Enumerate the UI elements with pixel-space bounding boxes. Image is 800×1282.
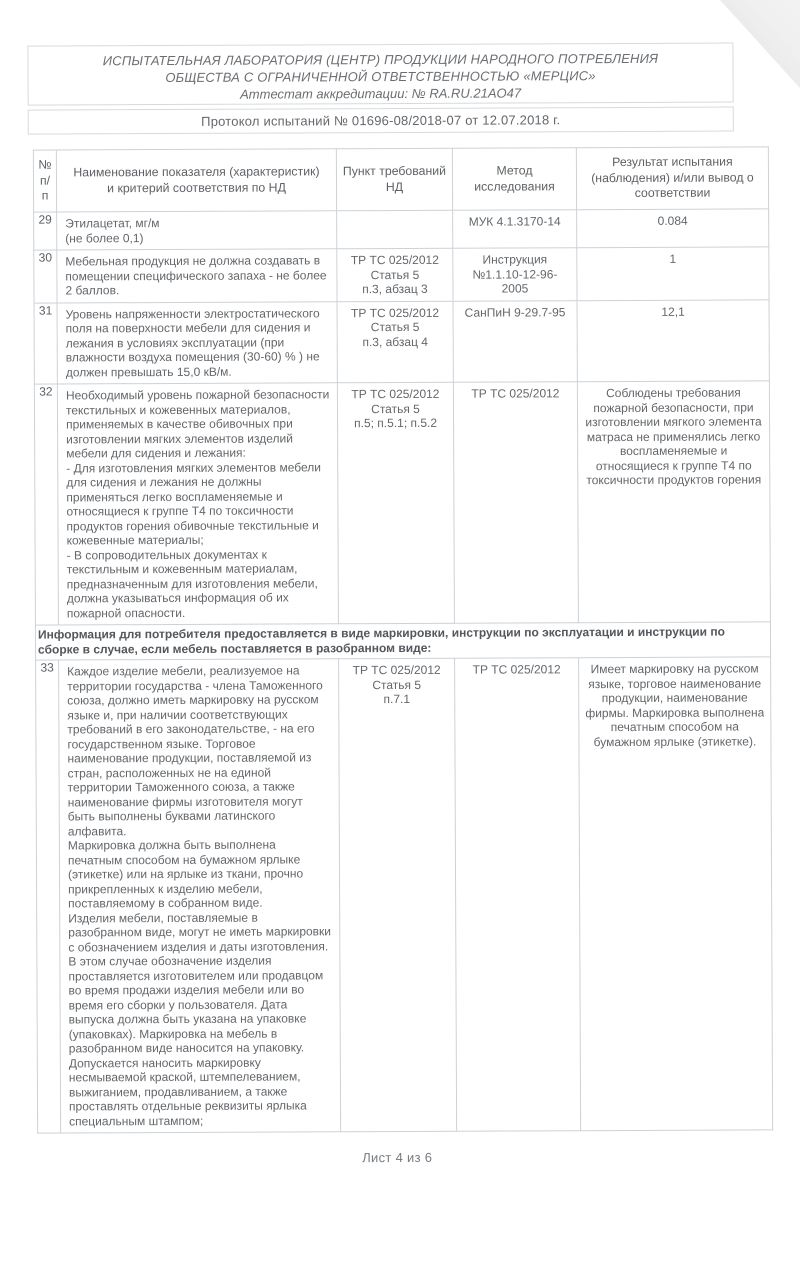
page-number-label: Лист 4 из 6 xyxy=(362,1149,433,1166)
protocol-number-line: Протокол испытаний № 01696-08/2018-07 от 12.07.2018 г. xyxy=(201,112,561,129)
requirement-clause xyxy=(337,210,453,249)
consumer-info-text: Информация для потребителя предоставляется в виде маркировки, инструкции по эксплуатации и инструкции по сборке в случае, если мебель поставляется в разобранном виде: xyxy=(35,622,770,660)
indicator-name: Необходимый уровень пожарной безопасности текстильных и кожевенных материалов, применяемых в качестве обивочных при изготовлении мягких элементов изделий мебели для сидения и лежания: - Для изготовления мягких элементов мебели для сидения и лежания не должны применяться легко воспламеняемые и относящиеся к группе Т4 по токсичности продуктов горения обивочные текстильные и кожевенные материалы; - В сопроводительных документах к текстильным и кожевенным материалам, предназначенным для изготовления мебели, должна указываться информация об их пожарной опасности. xyxy=(57,383,338,625)
row-number: 30 xyxy=(34,250,57,303)
lab-header-box xyxy=(27,43,733,106)
test-method: СанПиН 9-29.7-95 xyxy=(453,300,577,382)
requirements-table xyxy=(33,146,773,1133)
table-row xyxy=(34,381,770,625)
requirement-clause: ТР ТС 025/2012 Статья 5 п.3, абзац 3 xyxy=(337,248,453,301)
test-result: 12,1 xyxy=(577,299,769,381)
col-header-method: Метод исследования xyxy=(452,148,576,211)
indicator-name: Мебельная продукция не должна создавать в помещении специфического запаха - не более 2 баллов. xyxy=(57,249,337,303)
table-row xyxy=(34,209,769,250)
requirement-clause: ТР ТС 025/2012 Статья 5 п.5; п.5.1; п.5.2 xyxy=(337,382,454,624)
accreditation-line: Аттестат аккредитации: № RA.RU.21AO47 xyxy=(240,85,522,102)
test-result: Соблюдены требования пожарной безопасности, при изготовлении мягкого элемента матраса не применялись легко воспламеняемые и относящиеся к группе Т4 по токсичности продуктов горения xyxy=(577,381,770,623)
table-row xyxy=(36,657,773,1133)
test-method: ТР ТС 025/2012 xyxy=(455,658,581,1132)
indicator-name: Этилацетат, мг/м (не более 0,1) xyxy=(57,211,337,250)
test-result: Имеет маркировку на русском языке, торговое наименование продукции, наименование фирмы. Маркировка выполнена печатным способом на бумажном ярлыке (этикетке). xyxy=(579,657,773,1131)
col-header-clause: Пункт требований НД xyxy=(336,148,452,211)
requirement-clause: ТР ТС 025/2012 Статья 5 п.7.1 xyxy=(339,658,457,1132)
table-row xyxy=(34,299,769,384)
col-header-name: Наименование показателя (характеристик) и критерий соответствия по НД xyxy=(56,149,336,212)
col-header-result: Результат испытания (наблюдения) и/или вывод о соответствии xyxy=(576,147,768,210)
table-header-row xyxy=(33,147,768,212)
indicator-name: Уровень напряженности электростатического поля на поверхности мебели для сидения и лежания в условиях эксплуатации (при влажности воздуха помещения (30-60) % ) не должен превышать 15,0 кВ/м. xyxy=(57,301,337,384)
row-number: 31 xyxy=(34,302,57,384)
lab-name-line1: ИСПЫТАТЕЛЬНАЯ ЛАБОРАТОРИЯ (ЦЕНТР) ПРОДУКЦИИ НАРОДНОГО ПОТРЕБЛЕНИЯ xyxy=(102,50,659,69)
test-result: 0.084 xyxy=(577,209,769,248)
table-row xyxy=(34,247,769,303)
test-method: Инструкция №1.1.10-12-96- 2005 xyxy=(453,248,577,301)
test-result: 1 xyxy=(577,247,769,300)
consumer-info-row xyxy=(35,622,770,660)
row-number: 29 xyxy=(34,212,57,250)
test-method: МУК 4.1.3170-14 xyxy=(453,210,577,249)
col-header-num: № п/п xyxy=(33,150,56,212)
protocol-header-box xyxy=(28,107,734,135)
test-method: ТР ТС 025/2012 xyxy=(453,382,578,624)
row-number: 33 xyxy=(36,660,61,1133)
requirement-clause: ТР ТС 025/2012 Статья 5 п.3, абзац 4 xyxy=(337,301,453,383)
lab-name-line2: ОБЩЕСТВА С ОГРАНИЧЕННОЙ ОТВЕТСТВЕННОСТЬЮ «МЕРЦИС» xyxy=(165,67,596,85)
indicator-name: Каждое изделие мебели, реализуемое на территории государства - члена Таможенного союза, должно иметь маркировку на русском языке и, при наличии соответствующих требований в его законодательстве, - на его государственном языке. Торговое наименование продукции, поставляемой из стран, расположенных не на единой территории Таможенного союза, а также наименование фирмы изготовителя могут быть выполнены буквами латинского алфавита. Маркировка должна быть выполнена печатным способом на бумажном ярлыке (этикетке) или на ярлыке из ткани, прочно прикрепленных к изделию мебели, поставляемому в собранном виде. Изделия мебели, поставляемые в разобранном виде, могут не иметь маркировки с обозначением изделия и даты изготовления. В этом случае обозначение изделия проставляется изготовителем или продавцом во время продажи изделия мебели или во время его сборки у пользователя. Дата выпуска должна быть указана на упаковке (упаковках). Маркировка на мебель в разобранном виде наносится на упаковку. Допускается наносить маркировку несмываемой краской, штемпелеванием, выжиганием, продавливанием, а также проставлять отдельные реквизиты ярлыка специальным штампом; xyxy=(59,659,341,1133)
row-number: 32 xyxy=(34,384,58,625)
